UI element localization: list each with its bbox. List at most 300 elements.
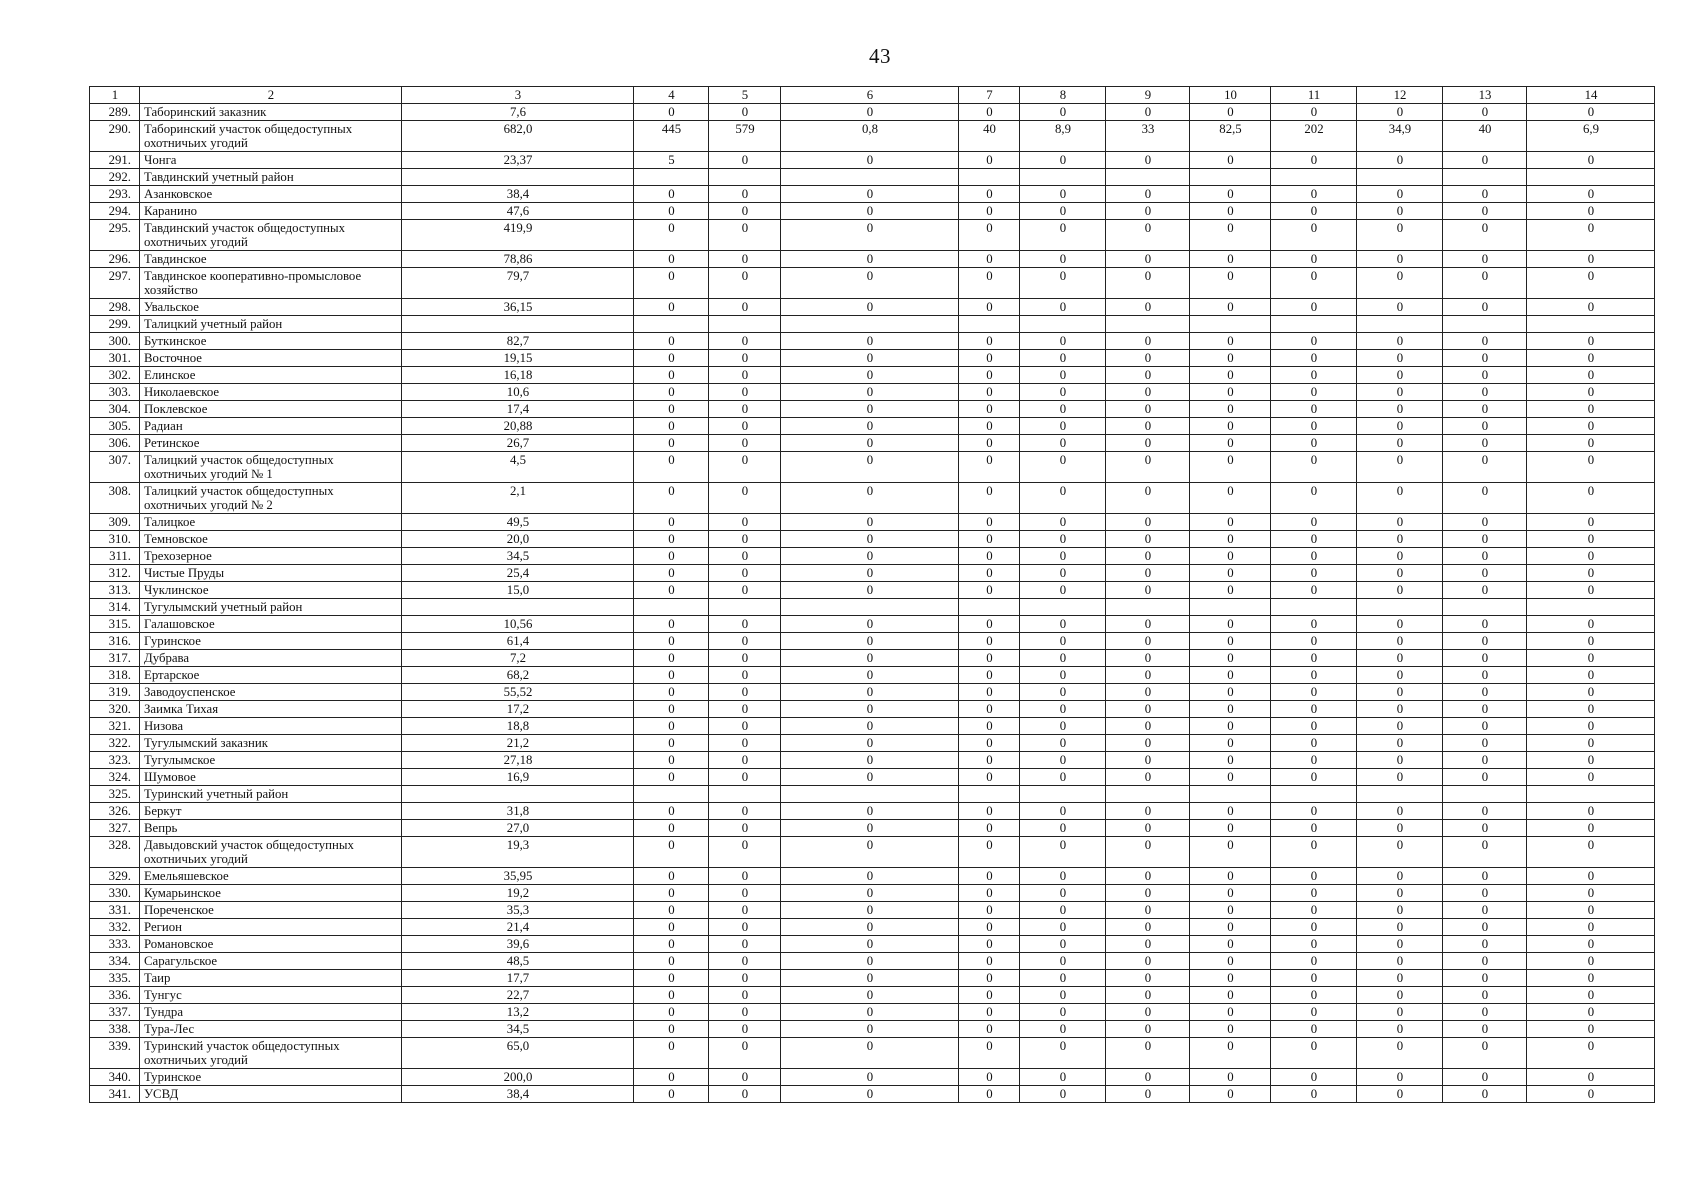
table-cell: 0 xyxy=(634,514,709,531)
table-cell: 0 xyxy=(1020,514,1106,531)
table-cell xyxy=(1190,169,1271,186)
column-header: 4 xyxy=(634,87,709,104)
table-cell: 0 xyxy=(1527,435,1655,452)
table-cell: 0 xyxy=(634,650,709,667)
area-name: Дубрава xyxy=(140,650,402,667)
table-cell: 0 xyxy=(709,152,781,169)
table-cell: 0 xyxy=(1527,936,1655,953)
table-cell: 0 xyxy=(709,820,781,837)
table-row xyxy=(90,803,1655,820)
table-cell: 0 xyxy=(1443,936,1527,953)
table-cell: 0 xyxy=(1357,152,1443,169)
table-cell: 0 xyxy=(1271,667,1357,684)
table-cell: 0 xyxy=(959,582,1020,599)
area-name: Тавдинский участок общедоступных охотничьих угодий xyxy=(140,220,402,251)
table-cell: 0 xyxy=(1190,718,1271,735)
table-cell: 0 xyxy=(709,514,781,531)
table-cell: 0 xyxy=(781,251,959,268)
area-value: 10,6 xyxy=(402,384,634,401)
table-cell: 0 xyxy=(781,384,959,401)
table-cell: 0 xyxy=(1357,268,1443,299)
table-cell: 0 xyxy=(1357,514,1443,531)
table-cell: 0 xyxy=(1190,367,1271,384)
table-cell: 0 xyxy=(1357,452,1443,483)
table-cell: 0 xyxy=(1443,616,1527,633)
table-cell: 0 xyxy=(1271,203,1357,220)
table-cell: 0 xyxy=(634,701,709,718)
area-value xyxy=(402,599,634,616)
table-cell: 0 xyxy=(781,735,959,752)
table-cell: 0 xyxy=(781,514,959,531)
row-number: 319. xyxy=(90,684,140,701)
table-cell xyxy=(1527,786,1655,803)
area-value: 36,15 xyxy=(402,299,634,316)
table-cell: 0 xyxy=(1527,902,1655,919)
table-cell: 0 xyxy=(1106,514,1190,531)
table-row xyxy=(90,565,1655,582)
table-cell: 0 xyxy=(709,251,781,268)
table-cell: 0 xyxy=(1527,769,1655,786)
table-cell: 0 xyxy=(1443,452,1527,483)
table-cell: 0 xyxy=(634,953,709,970)
table-cell: 0 xyxy=(1443,333,1527,350)
table-cell: 0 xyxy=(1357,384,1443,401)
table-row xyxy=(90,483,1655,514)
table-cell xyxy=(1020,599,1106,616)
table-cell: 0 xyxy=(1527,837,1655,868)
table-cell: 0 xyxy=(634,987,709,1004)
table-row xyxy=(90,786,1655,803)
table-cell: 0 xyxy=(709,483,781,514)
row-number: 290. xyxy=(90,121,140,152)
area-name: Романовское xyxy=(140,936,402,953)
table-cell xyxy=(709,169,781,186)
table-cell: 0 xyxy=(1106,1069,1190,1086)
table-cell: 0 xyxy=(709,435,781,452)
table-cell xyxy=(959,169,1020,186)
area-name: Азанковское xyxy=(140,186,402,203)
table-cell: 0 xyxy=(1271,650,1357,667)
table-cell: 0 xyxy=(1271,936,1357,953)
area-value: 82,7 xyxy=(402,333,634,350)
table-cell xyxy=(1527,169,1655,186)
table-cell: 0 xyxy=(959,667,1020,684)
table-cell: 0 xyxy=(709,268,781,299)
table-cell: 0 xyxy=(781,1086,959,1103)
table-cell: 0 xyxy=(1357,837,1443,868)
table-cell: 0 xyxy=(709,333,781,350)
table-cell: 0 xyxy=(959,299,1020,316)
table-cell: 0 xyxy=(1271,1038,1357,1069)
table-cell: 0 xyxy=(1190,531,1271,548)
table-cell: 0 xyxy=(1527,1038,1655,1069)
table-cell: 0 xyxy=(634,350,709,367)
table-cell: 0 xyxy=(1527,616,1655,633)
table-cell: 0 xyxy=(1106,483,1190,514)
table-cell xyxy=(1271,786,1357,803)
table-cell: 0 xyxy=(1271,152,1357,169)
table-cell: 0 xyxy=(959,251,1020,268)
table-cell: 0 xyxy=(1357,752,1443,769)
row-number: 304. xyxy=(90,401,140,418)
row-number: 329. xyxy=(90,868,140,885)
table-cell: 0 xyxy=(1443,483,1527,514)
table-cell: 0 xyxy=(1190,483,1271,514)
table-cell: 0 xyxy=(781,401,959,418)
table-row xyxy=(90,203,1655,220)
table-cell: 0 xyxy=(1020,268,1106,299)
table-cell: 0 xyxy=(709,104,781,121)
table-cell: 0 xyxy=(1020,650,1106,667)
table-cell: 0 xyxy=(959,684,1020,701)
table-cell: 0 xyxy=(959,401,1020,418)
table-cell: 0 xyxy=(1443,1021,1527,1038)
table-cell: 0 xyxy=(1190,885,1271,902)
table-cell: 0 xyxy=(634,483,709,514)
area-value: 20,88 xyxy=(402,418,634,435)
table-cell: 0 xyxy=(1020,684,1106,701)
table-cell: 0 xyxy=(1106,885,1190,902)
table-cell: 0 xyxy=(1443,418,1527,435)
table-cell: 0 xyxy=(1020,919,1106,936)
area-value: 49,5 xyxy=(402,514,634,531)
row-number: 301. xyxy=(90,350,140,367)
table-cell: 0 xyxy=(959,186,1020,203)
table-cell: 0 xyxy=(1106,350,1190,367)
area-name: Николаевское xyxy=(140,384,402,401)
table-cell: 0 xyxy=(709,1004,781,1021)
table-cell: 0 xyxy=(1357,633,1443,650)
table-cell: 0 xyxy=(709,837,781,868)
table-cell xyxy=(781,316,959,333)
column-header: 2 xyxy=(140,87,402,104)
area-value: 16,18 xyxy=(402,367,634,384)
table-cell: 0 xyxy=(1443,251,1527,268)
table-cell: 0 xyxy=(1020,418,1106,435)
table-cell: 0 xyxy=(1271,902,1357,919)
table-cell: 0 xyxy=(1106,203,1190,220)
row-number: 336. xyxy=(90,987,140,1004)
table-cell: 0 xyxy=(634,367,709,384)
column-header: 3 xyxy=(402,87,634,104)
table-cell: 0 xyxy=(1527,820,1655,837)
table-cell: 0 xyxy=(634,1038,709,1069)
table-cell: 0 xyxy=(1106,868,1190,885)
table-cell: 0 xyxy=(959,701,1020,718)
table-cell: 0 xyxy=(1357,718,1443,735)
table-cell: 0 xyxy=(1106,1021,1190,1038)
table-cell: 0 xyxy=(1443,868,1527,885)
table-cell: 0 xyxy=(1443,633,1527,650)
area-value: 17,2 xyxy=(402,701,634,718)
table-cell xyxy=(959,316,1020,333)
table-cell: 0 xyxy=(1190,220,1271,251)
table-cell: 0 xyxy=(1020,1086,1106,1103)
table-cell: 0 xyxy=(1271,418,1357,435)
table-cell: 0 xyxy=(1020,820,1106,837)
table-cell: 0 xyxy=(634,885,709,902)
area-name: Увальское xyxy=(140,299,402,316)
area-value: 27,0 xyxy=(402,820,634,837)
area-value: 22,7 xyxy=(402,987,634,1004)
table-cell: 0 xyxy=(1271,514,1357,531)
table-cell: 0 xyxy=(634,384,709,401)
table-cell: 0 xyxy=(1527,401,1655,418)
table-cell: 0 xyxy=(1527,418,1655,435)
row-number: 322. xyxy=(90,735,140,752)
row-number: 317. xyxy=(90,650,140,667)
table-row xyxy=(90,1004,1655,1021)
table-cell: 0 xyxy=(1020,104,1106,121)
row-number: 299. xyxy=(90,316,140,333)
row-number: 335. xyxy=(90,970,140,987)
table-cell: 0 xyxy=(634,452,709,483)
area-value xyxy=(402,316,634,333)
table-cell: 0 xyxy=(1271,401,1357,418)
table-cell: 0 xyxy=(1190,152,1271,169)
table-cell xyxy=(709,599,781,616)
table-cell: 0 xyxy=(1106,1038,1190,1069)
table-cell: 34,9 xyxy=(1357,121,1443,152)
table-cell: 0 xyxy=(1020,367,1106,384)
table-cell: 40 xyxy=(1443,121,1527,152)
table-cell: 0 xyxy=(781,803,959,820)
table-cell: 0 xyxy=(1527,531,1655,548)
area-name: Таборинский заказник xyxy=(140,104,402,121)
table-row xyxy=(90,837,1655,868)
table-cell: 0 xyxy=(1357,769,1443,786)
table-cell: 6,9 xyxy=(1527,121,1655,152)
table-cell: 0 xyxy=(1020,735,1106,752)
area-value: 419,9 xyxy=(402,220,634,251)
table-cell: 0 xyxy=(1443,203,1527,220)
table-cell: 0 xyxy=(1190,769,1271,786)
table-cell: 0 xyxy=(709,548,781,565)
area-name: Трехозерное xyxy=(140,548,402,565)
table-cell: 0 xyxy=(1020,633,1106,650)
table-cell: 0 xyxy=(1527,718,1655,735)
table-cell: 0 xyxy=(959,435,1020,452)
table-row xyxy=(90,599,1655,616)
table-row xyxy=(90,936,1655,953)
area-name: Гуринское xyxy=(140,633,402,650)
table-cell xyxy=(634,786,709,803)
table-cell: 0 xyxy=(1527,970,1655,987)
area-name: Ретинское xyxy=(140,435,402,452)
area-name: Кумарьинское xyxy=(140,885,402,902)
table-cell: 0 xyxy=(1190,1021,1271,1038)
table-cell: 0 xyxy=(1106,186,1190,203)
table-cell: 0 xyxy=(1527,299,1655,316)
table-cell: 0 xyxy=(1357,299,1443,316)
table-cell: 0 xyxy=(1271,820,1357,837)
table-cell: 0 xyxy=(634,1069,709,1086)
table-cell: 0 xyxy=(1106,936,1190,953)
table-cell: 0 xyxy=(1443,803,1527,820)
table-cell: 0 xyxy=(1020,350,1106,367)
row-number: 307. xyxy=(90,452,140,483)
table-cell: 0 xyxy=(1106,752,1190,769)
area-value: 34,5 xyxy=(402,548,634,565)
table-cell: 0 xyxy=(1527,251,1655,268)
table-cell: 0 xyxy=(1357,820,1443,837)
area-name: Тугулымский заказник xyxy=(140,735,402,752)
table-cell xyxy=(1106,599,1190,616)
area-name: Каранино xyxy=(140,203,402,220)
table-cell: 0 xyxy=(781,418,959,435)
table-cell: 0 xyxy=(1271,220,1357,251)
table-cell xyxy=(1106,786,1190,803)
table-cell: 0 xyxy=(1271,970,1357,987)
table-cell: 0 xyxy=(959,769,1020,786)
table-cell: 0 xyxy=(1357,735,1443,752)
table-cell: 0 xyxy=(1190,1086,1271,1103)
area-value: 17,7 xyxy=(402,970,634,987)
table-cell: 0 xyxy=(634,548,709,565)
table-cell: 0 xyxy=(709,582,781,599)
table-cell: 0 xyxy=(1271,435,1357,452)
row-number: 331. xyxy=(90,902,140,919)
area-value: 61,4 xyxy=(402,633,634,650)
table-cell: 0 xyxy=(1527,1086,1655,1103)
table-cell: 0 xyxy=(1271,752,1357,769)
area-value: 39,6 xyxy=(402,936,634,953)
table-cell: 0 xyxy=(959,203,1020,220)
table-cell: 0 xyxy=(1106,970,1190,987)
table-cell: 0 xyxy=(1271,1021,1357,1038)
area-name: Регион xyxy=(140,919,402,936)
table-cell: 0 xyxy=(1527,1069,1655,1086)
table-row xyxy=(90,902,1655,919)
area-name: Радиан xyxy=(140,418,402,435)
table-cell: 0 xyxy=(634,565,709,582)
table-cell: 0 xyxy=(959,565,1020,582)
table-row xyxy=(90,531,1655,548)
table-cell: 0 xyxy=(1271,701,1357,718)
table-cell: 0 xyxy=(1190,684,1271,701)
area-value: 48,5 xyxy=(402,953,634,970)
table-cell: 0 xyxy=(781,769,959,786)
table-cell: 0 xyxy=(1527,452,1655,483)
table-cell: 0 xyxy=(1190,953,1271,970)
table-cell: 0 xyxy=(1190,452,1271,483)
table-cell xyxy=(1190,599,1271,616)
table-row xyxy=(90,1038,1655,1069)
table-cell: 0 xyxy=(1271,1086,1357,1103)
table-cell: 0 xyxy=(1190,548,1271,565)
table-cell: 0 xyxy=(1190,565,1271,582)
table-cell: 0 xyxy=(1106,220,1190,251)
table-cell: 0 xyxy=(1271,333,1357,350)
area-value: 55,52 xyxy=(402,684,634,701)
area-value: 23,37 xyxy=(402,152,634,169)
area-value: 38,4 xyxy=(402,186,634,203)
area-value: 200,0 xyxy=(402,1069,634,1086)
row-number: 340. xyxy=(90,1069,140,1086)
table-cell: 0 xyxy=(709,531,781,548)
table-cell: 0 xyxy=(1020,299,1106,316)
table-cell: 0 xyxy=(959,333,1020,350)
table-cell: 0 xyxy=(1357,803,1443,820)
table-cell xyxy=(1271,169,1357,186)
table-cell: 0 xyxy=(1020,803,1106,820)
table-cell: 0 xyxy=(1271,384,1357,401)
column-header: 1 xyxy=(90,87,140,104)
table-row xyxy=(90,316,1655,333)
table-cell: 0 xyxy=(1271,633,1357,650)
table-cell: 0 xyxy=(1106,418,1190,435)
table-row xyxy=(90,752,1655,769)
table-cell: 0 xyxy=(634,718,709,735)
table-cell: 0 xyxy=(1271,684,1357,701)
table-cell: 0 xyxy=(1527,752,1655,769)
table-cell: 0 xyxy=(634,1021,709,1038)
table-cell: 0 xyxy=(1271,367,1357,384)
table-cell: 0 xyxy=(1527,367,1655,384)
row-number: 312. xyxy=(90,565,140,582)
row-number: 321. xyxy=(90,718,140,735)
table-cell xyxy=(1357,786,1443,803)
table-cell: 0 xyxy=(1527,735,1655,752)
table-cell: 0 xyxy=(959,268,1020,299)
table-cell: 0 xyxy=(1527,803,1655,820)
table-cell: 0 xyxy=(959,803,1020,820)
table-cell xyxy=(781,786,959,803)
table-cell: 0 xyxy=(1020,837,1106,868)
table-cell: 0 xyxy=(1443,220,1527,251)
table-cell xyxy=(1271,316,1357,333)
column-header: 14 xyxy=(1527,87,1655,104)
table-cell: 0 xyxy=(781,684,959,701)
area-name: Беркут xyxy=(140,803,402,820)
table-cell xyxy=(1020,786,1106,803)
row-number: 333. xyxy=(90,936,140,953)
table-cell: 0 xyxy=(1190,333,1271,350)
table-cell: 0 xyxy=(781,919,959,936)
area-value: 17,4 xyxy=(402,401,634,418)
table-cell: 0 xyxy=(1357,367,1443,384)
table-cell xyxy=(1190,786,1271,803)
table-cell: 0 xyxy=(959,104,1020,121)
area-value: 19,3 xyxy=(402,837,634,868)
table-cell xyxy=(634,169,709,186)
page-number: 43 xyxy=(869,44,891,68)
table-cell: 0 xyxy=(1357,919,1443,936)
table-cell: 0 xyxy=(1106,401,1190,418)
area-name: Тугулымский учетный район xyxy=(140,599,402,616)
table-cell: 0 xyxy=(781,333,959,350)
table-cell: 0 xyxy=(781,837,959,868)
table-cell: 0 xyxy=(781,565,959,582)
table-cell: 0 xyxy=(1527,953,1655,970)
column-header: 8 xyxy=(1020,87,1106,104)
table-cell: 0 xyxy=(781,885,959,902)
table-cell: 0 xyxy=(959,548,1020,565)
table-cell: 0 xyxy=(1106,769,1190,786)
table-cell: 0 xyxy=(959,936,1020,953)
table-cell: 0 xyxy=(1443,565,1527,582)
table-cell: 0 xyxy=(781,268,959,299)
table-cell xyxy=(959,599,1020,616)
table-cell: 0 xyxy=(634,435,709,452)
table-cell: 0 xyxy=(1190,435,1271,452)
table-cell: 0 xyxy=(781,718,959,735)
table-cell: 0 xyxy=(1020,186,1106,203)
table-row xyxy=(90,1069,1655,1086)
area-value: 19,15 xyxy=(402,350,634,367)
table-row xyxy=(90,435,1655,452)
row-number: 308. xyxy=(90,483,140,514)
